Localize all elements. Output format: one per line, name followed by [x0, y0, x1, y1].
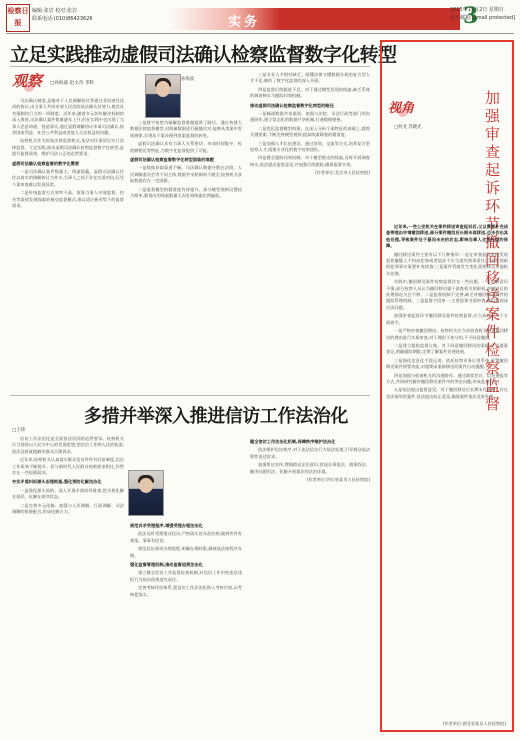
article1-paragraph: 四是监督后续跟进不足。对于通过模型发现的线索,缺乏系统的调查核实与跟踪问效机制。: [250, 86, 370, 99]
article2-paragraph: 加强普法宣传,增强群众法治意识,营造办事依法、遇事找法、解决问题用法、化解矛盾靠法的法治环境。: [250, 462, 370, 474]
author-photo: [145, 74, 181, 118]
article1-column-1: [12, 98, 124, 388]
article1-paragraph: 一是司法确认案件数量大、线索隐蔽。虚假司法确认往往以真实的调解协议为外衣,当事人之间不存在实质对抗,仅凭个案审查难以发现异常。: [12, 169, 124, 187]
article1-paragraph: 检察机关作为国家法律监督机关,依法对民事诉讼实行法律监督。立足实践,推动虚假司法确认检察监督数字化转型,是提升监督质效、维护司法公正的必然要求。: [12, 138, 124, 157]
article2-subheading: 规范诉求受理程序,增强受理办理法治化: [130, 523, 203, 528]
article1-byline: □孙海波 赵文奇 李科: [50, 81, 95, 86]
article2-paragraph: 近年来,检察机关认真落实群众信访件件有回复制度,信访工作质效不断提升。但与新时代人民群众的新要求相比,仍然存在一些短板弱项。: [12, 457, 124, 476]
commentary-paragraph: 实践中,撤回移送案件检察监督存在一些问题。一是监督意识不强,部分检察人员认为撤回移送属于侦查机关的职权,对撤回后的处理情况关注不够。二是监督机制不完善,缺乏对撤回移送案件的跟踪管理机制。三是监督手段单一,主要依靠书面审查,难以发现深层次问题。: [386, 279, 508, 310]
article1-rule: [10, 66, 370, 67]
date-line: 2025年11月2日 星期日: [450, 7, 504, 13]
article1-paragraph: 四是健全跟踪问效机制。对于模型推送的线索,及时开展调查核实,依法提出监督意见,并加强后续跟踪,确保监督实效。: [250, 155, 370, 167]
article2-paragraph: 规范信访事项办理流程,明确办理时限,确保依法按程序办理。: [130, 546, 242, 558]
article1-subheading: 虚假司法确认检察监督数字化转型面临的难题: [130, 157, 214, 163]
commentary-author-note: (作者单位:湖北省某县人民检察院): [442, 721, 506, 726]
viewpoint-column-icon: [12, 70, 46, 96]
email-line: 电子邮箱:[email protected]: [450, 15, 516, 21]
article1-paragraph: 虚假司法确认具有当事人关系密切、申请时间集中、标的额相近等特征,为数字化监督提供了可能。: [130, 141, 242, 153]
editor-line: 编辑:张岩 校对:张岩: [32, 8, 77, 14]
commentary-paragraph: 撤回移送案件主要有以下几种情形:一是在审查起诉阶段发现犯罪嫌疑人不构成犯罪或者依法不应当追究刑事责任;二是发现新的犯罪事实需要补充侦查;三是案件管辖发生变化需要移交其他机关处理。: [386, 251, 508, 276]
article1-subheading: 虚假司法确认检察监督的数字化需要: [12, 160, 80, 166]
article1-paragraph: 一是数据获取渠道不畅。司法确认数据分散在法院、人民调解委员会等不同主体,数据共享机制尚不健全,检察机关获取数据存在一定困难。: [130, 165, 242, 184]
article1-paragraph: 二是优化监督模型构建。在深入分析个案特征的基础上,提炼关键要素,不断完善模型规则,提高线索筛查的精准度。: [250, 125, 370, 138]
article1-headline: 立足实践推动虚假司法确认检察监督数字化转型: [10, 44, 397, 66]
commentary-vertical-title: 加强审查起诉环节撤回移送案件检察监督: [483, 90, 501, 414]
commentary-paragraph: 四是加强与侦查机关的沟通协作。通过联席会议、信息通报等方式,共同研究解决撤回移送案件中的突出问题,形成监督合力。: [386, 372, 508, 384]
column-tag: 观察: [12, 72, 43, 90]
article1-paragraph: 二是传统监督方式效率不高。依靠当事人申请监督、控告等渠道发现线索的被动监督模式,难以适应新形势下的监督需求。: [12, 190, 124, 209]
article2-paragraph: 完善考核评价体系,把信访工作法治化纳入考核内容,以考核促落实。: [130, 585, 242, 597]
article1-paragraph: 一是畅通数据共享渠道。加强与法院、司法行政等部门的沟通协作,建立常态化的数据共享机制,打通数据壁垒。: [250, 111, 370, 123]
article1-paragraph: 三是加强人才队伍建设。通过培训、交流等方式,培养复合型检察人才,组建专业化的数字检察团队。: [250, 140, 370, 153]
author-face: [156, 81, 170, 97]
date-info: [450, 6, 516, 22]
article1-paragraph: 二是监督模型的精准度有待提升。部分模型规则设置较为简单,筛查出的线索数量大而有效线索比例偏低。: [130, 186, 242, 199]
page-number: 3: [463, 3, 479, 29]
article2-rule: [10, 395, 370, 396]
article2-subheading: 健全信访工作法治化机制,保障秩序维护法治化: [250, 439, 336, 444]
newspaper-logo-text: 检察日报: [7, 6, 29, 27]
commentary-paragraph: 二是建立跟踪监督台账。对于同意撤回移送的案件,应当逐案登记,明确跟踪期限,定期了解案件处理进展。: [386, 342, 508, 355]
commentary-paragraph: 一是严格审查撤回理由。检察机关应当对侦查机关申请撤回移送的理由进行实质审查,对于理由不充分的,不予同意撤回。: [386, 328, 508, 340]
article2-byline: □王炜: [12, 428, 26, 433]
article2-headline: 多措并举深入推进信访工作法治化: [84, 406, 348, 427]
article2-paragraph: 依法及时受理群众信访,严格落实首办责任制,做到件件有着落、事事有回音。: [130, 531, 242, 543]
article2-author-note: (作者单位:四川省某市人民检察院): [306, 477, 370, 483]
commentary-paragraph: 五是依法提出监督意见。对于撤回移送后长期未作处理、存在违法情形的案件,依法提出纠正意见,确保案件依法及时处理。: [386, 387, 508, 399]
article1-column-2: [130, 120, 242, 388]
commentary-lead: 近年来,一些公安机关在案件移送审查起诉后,又以需要补充侦查等理由申请撤回移送,部分案件撤回后长期未再移送,也未作出其他处理,导致案件处于悬而未决的状态,影响当事人合法权益的保障。: [386, 224, 508, 249]
author-photo-2: [128, 470, 164, 516]
newspaper-logo: [6, 4, 30, 32]
commentary-byline: □何龙 苏晓光: [394, 125, 422, 130]
commentary-body: [386, 224, 508, 718]
editor-info: [32, 7, 93, 23]
author-face: [139, 478, 153, 493]
article2-paragraph: 建立健全信访工作监督检查机制,对信访工作中的违法违纪行为依法依规追究责任。: [130, 570, 242, 582]
article2-subheading: 夯实矛盾纠纷源头治理根基,强化预防化解法治化: [12, 479, 102, 485]
commentary-paragraph: 三是强化信息化手段运用。依托检察业务应用系统,设置撤回移送案件预警功能,对超期未重新移送的案件自动提醒。: [386, 357, 508, 370]
phone-line: 联系电话:(010)86423626: [32, 16, 93, 22]
article1-author-note: (作者单位:北京市人民检察院): [315, 170, 370, 176]
column-tag: 视角: [388, 101, 415, 116]
masthead: [0, 0, 520, 36]
article2-paragraph: 信访工作法治化是全面依法治国的必然要求。检察机关应当坚持以人民为中心的发展思想,把信访工作纳入法治轨道,依法及时就地解决群众合理诉求。: [12, 436, 124, 454]
article1-paragraph: 三是数字检察为破解监督难题提供了路径。通过构建大数据法律监督模型,对海量数据进行碰撞比对,能够从类案中发现规律,实现从个案办理到类案监督的转变。: [130, 120, 242, 138]
masthead-rule: [6, 33, 514, 34]
article2-column-2: [130, 520, 242, 732]
section-band-fade: [170, 8, 280, 30]
article2-column-3: [250, 436, 370, 732]
commentary-paragraph: 加强审查起诉环节撤回移送案件检察监督,应当从以下几个方面着手。: [386, 313, 508, 325]
article2-paragraph: 二是完善多元化解。加强与人民调解、行政调解、司法调解的衔接配合,形成化解合力。: [12, 502, 124, 515]
article2-column-1: [12, 436, 124, 732]
article1-column-3: [250, 72, 370, 388]
perspective-column-icon: [388, 97, 420, 123]
article2-paragraph: 一是强化源头预防。深入开展矛盾纠纷排查,把矛盾化解在基层、化解在萌芽状态。: [12, 487, 124, 500]
article2-paragraph: 依法维护信访秩序,对于违法信访行为依法处理,引导群众依法理性表达诉求。: [250, 447, 370, 459]
article1-paragraph: 司法确认制度,是指对于人民调解协议等通过非诉途径达成的协议,由当事人共同申请人民法院依法确认其效力,使其具有强制执行力的一项制度。近年来,随着多元纠纷解决机制的深入推进,司法确认案件数量逐年上升,但在实践中也出现了当事人恶意串通、捏造事实,通过虚假调解协议申请司法确认,损害国家利益、社会公共利益或者他人合法权益的问题。: [12, 98, 124, 136]
article2-subheading: 强化监督管理机制,推动监督追责法治化: [130, 562, 203, 568]
article1-subheading: 推动虚假司法确认检察监督数字化转型的路径: [250, 102, 334, 108]
section-title: 实务: [228, 15, 261, 30]
article1-paragraph: 三是专业人才相对缺乏。既懂法律又懂数据分析的复合型人才不足,制约了数字化监督的深入开展。: [250, 72, 370, 84]
author-photo-caption: 孙海波: [181, 77, 195, 82]
